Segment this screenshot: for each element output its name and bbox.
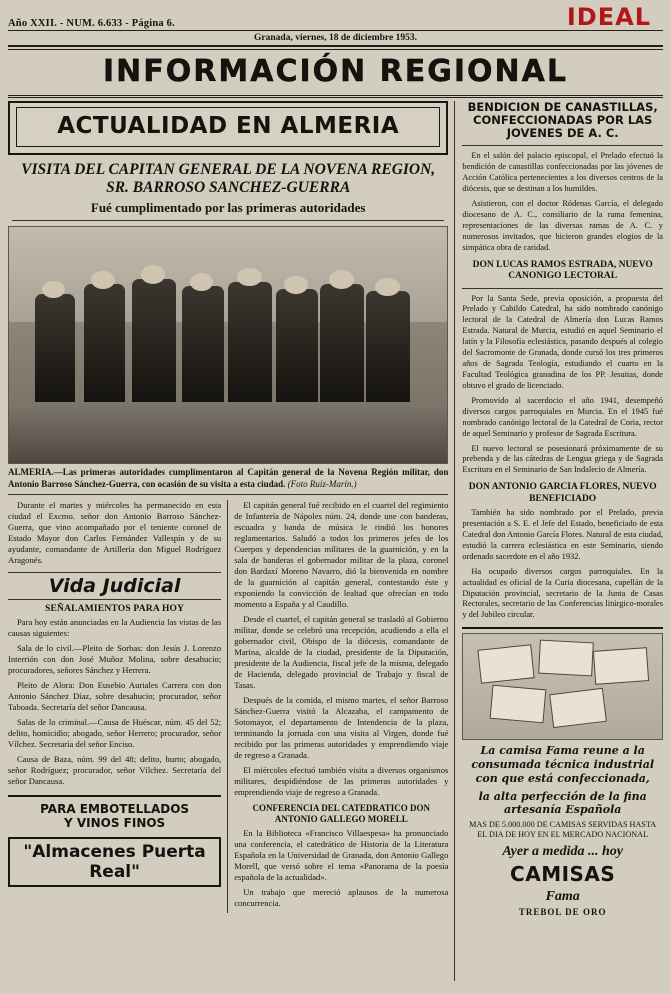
advert-script-line: Ayer a medida ... hoy xyxy=(502,843,624,859)
paragraph: Promovido al sacerdocio el año 1941, desempeñó diversos cargos parroquiales en Murcia. En el 1945 fué nombrado canónigo lectoral de la Catedral de Coria, rector de aquel Seminario y profesor de Sagrada Escritura. xyxy=(462,395,663,438)
dateline: Granada, viernes, 18 de diciembre 1953. xyxy=(8,31,663,47)
advert-fineprint: MAS DE 5.000.000 DE CAMISAS SERVIDAS HASTA EL DIA DE HOY EN EL MERCADO NACIONAL xyxy=(469,820,657,840)
paragraph: Salas de lo criminal.—Causa de Huéscar, núm. 45 del 52; delito, homicidio; abogado, señor Herrero; procurador, señor Vílchez. Secretaría del señor Enciso. xyxy=(8,716,222,749)
senalamientos-heading: SEÑALAMIENTOS PARA HOY xyxy=(45,603,185,614)
photo-caption xyxy=(8,467,448,495)
article-columns xyxy=(8,500,448,913)
conferencia-heading: CONFERENCIA DEL CATEDRATICO DON ANTONIO GALLEGO MORELL xyxy=(252,802,430,824)
news-photo xyxy=(8,226,448,464)
issue-info: Año XXII. - NUM. 6.633 - Página 6. xyxy=(8,17,175,29)
paragraph: El nuevo lectoral se posesionará próximamente de su prebenda y de las cátedras de Lengua griega y de Sagrada Escritura en el Seminario de San Indalecio de Almería. xyxy=(462,443,663,475)
article-column-right xyxy=(228,500,448,913)
advert-brand: "Almacenes Puerta Real" xyxy=(8,837,221,887)
paragraph: Después de la comida, el mismo martes, el señor Barroso Sánchez-Guerra visitó la Alcazaba, el campamento de Sotomayor, el departamento de Intendencia de la plaza, terminando la jornada con una visita al Virgen, donde fué recibido por las primeras autoridades y emprendiendo viaje de regreso a Granada. xyxy=(234,694,449,760)
paragraph: Por la Santa Sede, previa oposición, a propuesta del Prelado y Cabildo Catedral, ha sido nombrado canónigo lectoral de la Catedral de Almería don Lucas Ramos Estrada. Natural de Murcia, estudió en aquel Seminario el latín y la Filosofía eclesiástica, pasando después al colegio del Sacromonte de Granada, donde cursó los tres primeros años de Sagrada Teología, estudiando el cuarto en la Facultad Teológica granadina de los PP. Jesuitas, donde obtuvo el grado de licenciado. xyxy=(462,293,663,390)
paragraph: También ha sido nombrado por el Prelado, previa presentación a S. E. el Jefe del Estado, beneficiado de esta Catedral don Antonio García Flores. Natural de esta ciudad, estudió la carrera eclesiástica en este Seminario, siendo ordenado sacerdote en el año 1932. xyxy=(462,508,663,561)
paragraph: Durante el martes y miércoles ha permanecido en esta ciudad el Excmo. señor don Antonio Barroso Sánchez-Guerra, que vino acompañado por el teniente coronel de Estado Mayor don Carlos Fernández Vallespín y de su ayudante, comandante de Artillería don Miguel Rodríguez Aragonés. xyxy=(8,499,222,565)
advert-line-2: Y VINOS FINOS xyxy=(63,816,166,831)
paragraph: Causa de Baza, núm. 99 del 48; delito, hurto; abogado, señor Rodríguez; procurador, señor Vílchez. Secretaría del señor Dancausa. xyxy=(8,753,222,786)
paragraph: Asistieron, con el doctor Ródenas García, el delegado diocesano de A. C., consiliario de la rama femenina, representaciones de las diversas ramas de A. C. y numerosos invitados, que hicieron grandes elogios de la simpática obra de caridad. xyxy=(462,199,663,252)
advert-claim-2: la alta perfección de la fina artesanía Española xyxy=(478,789,647,817)
page-body xyxy=(8,101,663,981)
headline-box xyxy=(8,101,448,155)
section-title-bar xyxy=(8,49,663,98)
paragraph: El miércoles efectuó también visita a diversos organismos militares, despidiéndose de las primeras autoridades y emprendiendo viaje de regreso a Granada. xyxy=(234,764,449,797)
paragraph: Sala de lo civil.—Pleito de Sorbas: don Jesús J. Lorenzo Interrión con don José Muñoz Molina, sobre desahucio; procuradores, señores Sánchez y Herrera. xyxy=(8,642,222,675)
paragraph: Un trabajo que mereció aplausos de la numerosa concurrencia. xyxy=(234,886,449,908)
paragraph: Pleito de Alora: Don Eusebio Auriales Carrera con don Antonio Sánchez Díaz, sobre desahucio; procurador, señor Taboada. Secretaría del señor Dancausa. xyxy=(8,679,222,712)
advert-line-1: PARA EMBOTELLADOS xyxy=(40,801,190,816)
main-column xyxy=(8,101,455,981)
side-column xyxy=(455,101,663,981)
paragraph: En el salón del palacio episcopal, el Prelado efectuó la bendición de canastillas confeccionadas por las jóvenes de Acción Católica pertenecientes a los diversos centros de la diócesis, que se destinan a los humildes. xyxy=(462,151,663,194)
advert-claim: La camisa Fama reune a la consumada técnica industrial con que está confeccionada, xyxy=(471,744,655,785)
vida-judicial-heading: Vida Judicial xyxy=(8,572,221,600)
advert-brand: Fama xyxy=(545,888,580,904)
advert-puerta-real xyxy=(8,795,221,887)
newspaper-logo: IDEAL xyxy=(566,3,651,31)
main-subheadline: VISITA DEL CAPITAN GENERAL DE LA NOVENA REGION, SR. BARROSO SANCHEZ-GUERRA xyxy=(21,160,436,196)
paragraph: Ha ocupado diversos cargos parroquiales. En la actualidad es oficial de la Curia diocesana, capellán de la Diputación provincial, secretario de la Junta de Casas Rectorales, secretario de las Conferencias litúrgico-morales y del Jubileo circular. xyxy=(462,566,663,620)
advert-product: CAMISAS xyxy=(510,861,616,886)
photo-credit: (Foto Ruiz-Marín.) xyxy=(287,478,357,489)
advert-camisas-fama xyxy=(462,627,663,916)
masthead xyxy=(8,3,663,31)
advert-illustration xyxy=(462,633,663,740)
bendicion-heading: BENDICION DE CANASTILLAS, CONFECCIONADAS POR LAS JOVENES DE A. C. xyxy=(467,99,658,141)
paragraph: Para hoy están anunciadas en la Audiencia las vistas de las causas siguientes: xyxy=(8,616,222,638)
canonigo-heading: DON LUCAS RAMOS ESTRADA, NUEVO CANONIGO LECTORAL xyxy=(472,259,653,282)
beneficiado-heading: DON ANTONIO GARCIA FLORES, NUEVO BENEFICIADO xyxy=(468,482,657,504)
main-headline: ACTUALIDAD EN ALMERIA xyxy=(57,112,400,139)
section-title: INFORMACIÓN REGIONAL xyxy=(103,53,568,89)
paragraph: El capitán general fué recibido en el cuartel del regimiento de Infantería de Nápoles núm. 24, donde une con banderas, escuadra y banda de música le rindió los honores reglamentarios. Saludó a todos los primeros jefes de los Cuerpos y dependencias militares de la guarnición, y en la sala de banderas el gobernador militar de la plaza, coronel don Bardaxí Moreno Navarro, dió la bienvenida en nombre de la guarnición al capitán general, contestando éste y exponiendo la convicción de lealtad que ofrecían en todo momento a España y al Caudillo. xyxy=(234,499,449,609)
main-subheadline-2: Fué cumplimentado por las primeras autoridades xyxy=(12,200,444,221)
article-column-left xyxy=(8,500,228,913)
advert-footer: TREBOL DE ORO xyxy=(518,906,607,917)
paragraph: En la Biblioteca «Francisco Villaespesa» ha pronunciado una conferencia, el catedrático de Historia de la Literatura Española en la Universidad de Granada, don Antonio Gallego Morell, que versó sobre el tema «Panorama de la poesía española de la actualidad». xyxy=(234,827,449,882)
photo-caption-text: ALMERIA.—Las primeras autoridades cumplimentaron al Capitán general de la Novena Región militar, don Antonio Barroso Sánchez-Guerra, con ocasión de su visita a esta ciudad. xyxy=(8,467,449,489)
paragraph: Desde el cuartel, el capitán general se trasladó al Gobierno militar, donde se celebró una recepción, acudiendo a ella el gobernador civil, Obispo de la diócesis, comandante de Marina, alcalde de la ciudad, presidente de la Diputación, presidente de la Audiencia, fiscal jefe de la misma, delegado de Hacienda, delegado provincial de Trabajo y fiscal de Tasas. xyxy=(234,613,449,690)
